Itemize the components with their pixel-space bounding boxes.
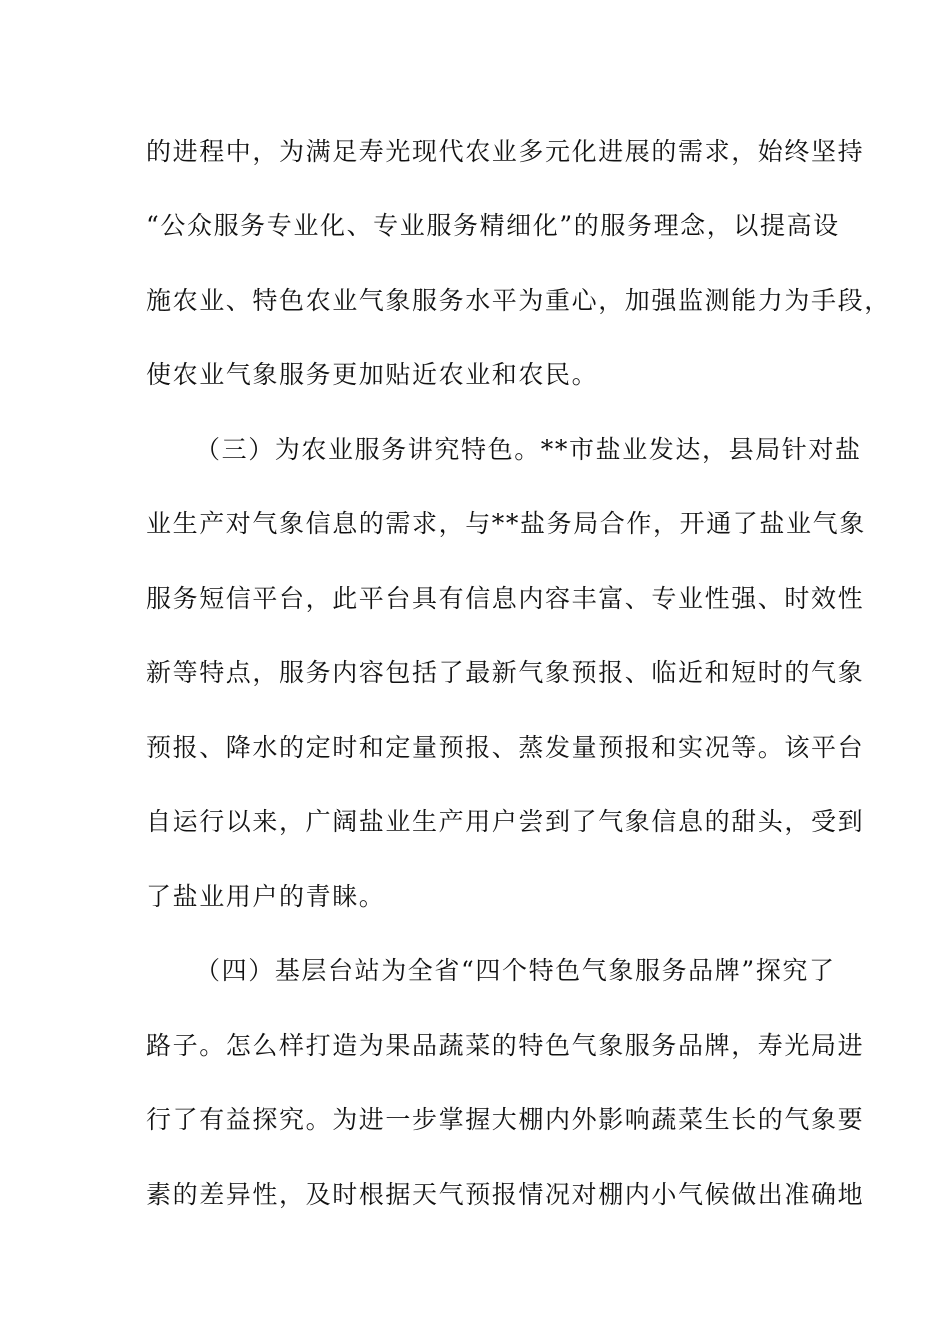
text-line-3: 施农业、特色农业气象服务水平为重心，加强监测能力为手段，	[146, 286, 891, 315]
text-line-9: 预报、降水的定时和定量预报、蒸发量预报和实况等。该平台	[146, 733, 865, 762]
text-line-15: 素的差异性，及时根据天气预报情况对棚内小气候做出准确地	[146, 1180, 865, 1209]
text-line-6: 业生产对气象信息的需求，与**盐务局合作，开通了盐业气象	[146, 509, 866, 538]
text-line-2: “公众服务专业化、专业服务精细化”的服务理念，以提高设	[146, 211, 840, 240]
text-line-4: 使农业气象服务更加贴近农业和农民。	[146, 360, 599, 389]
text-line-1: 的进程中，为满足寿光现代农业多元化进展的需求，始终坚持	[146, 137, 865, 166]
text-line-7: 服务短信平台，此平台具有信息内容丰富、专业性强、时效性	[146, 584, 865, 613]
paragraph-4-first-line: （四）基层台站为全省“四个特色气象服务品牌”探究了	[195, 956, 836, 985]
text-line-13: 路子。怎么样打造为果品蔬菜的特色气象服务品牌，寿光局进	[146, 1031, 865, 1060]
text-line-14: 行了有益探究。为进一步掌握大棚内外影响蔬菜生长的气象要	[146, 1105, 865, 1134]
text-line-10: 自运行以来，广阔盐业生产用户尝到了气象信息的甜头，受到	[146, 807, 865, 836]
text-line-8: 新等特点，服务内容包括了最新气象预报、临近和短时的气象	[146, 658, 865, 687]
paragraph-3-first-line: （三）为农业服务讲究特色。**市盐业发达，县局针对盐	[195, 435, 862, 464]
text-line-11: 了盐业用户的青睐。	[146, 882, 386, 911]
